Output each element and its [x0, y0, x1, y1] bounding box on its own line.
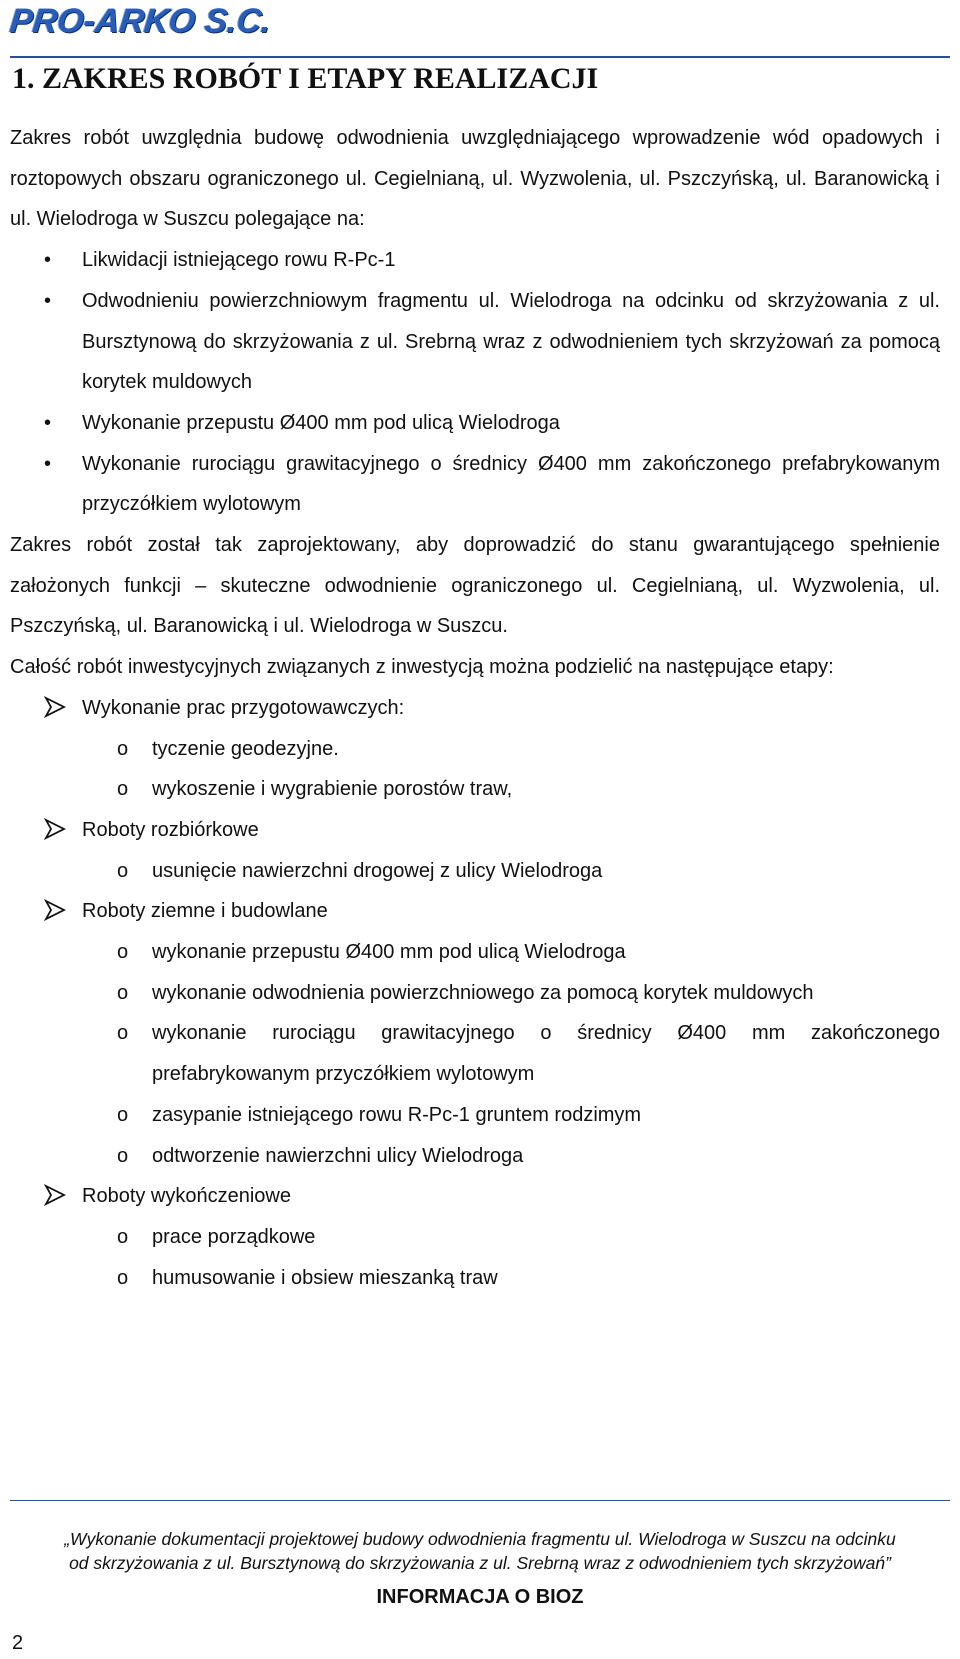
list-item	[10, 240, 940, 281]
list-item-text: Likwidacji istniejącego rowu R-Pc-1	[82, 249, 396, 272]
stage-label: Roboty wykończeniowe	[82, 1185, 291, 1208]
company-logo: PRO-ARKO S.C.	[8, 2, 273, 40]
arrowhead-outline-icon	[44, 696, 66, 718]
circle-bullet-icon: o	[117, 1103, 129, 1126]
sub-item	[10, 973, 940, 1014]
footer-rule	[10, 1500, 950, 1501]
sub-item	[10, 729, 940, 770]
sub-item-text: usunięcie nawierzchni drogowej z ulicy Wielodroga	[152, 859, 603, 882]
sub-item-text: zasypanie istniejącego rowu R-Pc-1 gruntem rodzimym	[152, 1103, 642, 1126]
list-item-text: Wykonanie rurociągu grawitacyjnego o średnicy Ø400 mm zakończonego prefabrykowanym przyczółkiem wylotowym	[82, 452, 940, 516]
stages-intro: Całość robót inwestycyjnych związanych z inwestycją można podzielić na następujące etapy:	[10, 656, 834, 679]
sub-item-text: wykoszenie i wygrabienie porostów traw,	[152, 778, 513, 801]
section-title: 1. ZAKRES ROBÓT I ETAPY REALIZACJI	[12, 62, 599, 95]
sub-item-text: wykonanie odwodnienia powierzchniowego za pomocą korytek muldowych	[152, 981, 814, 1004]
intro-paragraph: Zakres robót uwzględnia budowę odwodnienia uwzględniającego wprowadzenie wód opadowych i roztopowych obszaru ograniczonego ul. Cegielnianą, ul. Wyzwolenia, ul. Pszczyńską, ul. Baranowicką i ul. Wielodroga w Suszcu polegające na:	[10, 127, 940, 231]
stage-sub-list	[10, 851, 940, 892]
stages-list	[10, 688, 940, 1299]
circle-bullet-icon: o	[117, 1022, 129, 1045]
circle-bullet-icon: o	[117, 1144, 129, 1167]
header-rule	[10, 56, 950, 58]
stage-label: Roboty ziemne i budowlane	[82, 900, 328, 923]
sub-item	[10, 1217, 940, 1258]
circle-bullet-icon: o	[117, 1225, 129, 1248]
sub-item	[10, 1095, 940, 1136]
footer-description-line: „Wykonanie dokumentacji projektowej budowy odwodnienia fragmentu ul. Wielodroga w Suszcu na odcinku	[64, 1529, 896, 1549]
document-body	[10, 118, 940, 1298]
stage-sub-list	[10, 729, 940, 810]
sub-item-text: tyczenie geodezyjne.	[152, 737, 339, 760]
sub-item-text: prace porządkowe	[152, 1225, 316, 1248]
circle-bullet-icon: o	[117, 859, 129, 882]
footer-title: INFORMACJA O BIOZ	[376, 1586, 584, 1608]
stage-item	[10, 688, 940, 810]
stage-label: Wykonanie prac przygotowawczych:	[82, 696, 405, 719]
scope-bullet-list	[10, 240, 940, 525]
sub-item-text: humusowanie i obsiew mieszanką traw	[152, 1266, 498, 1289]
stage-sub-list	[10, 1217, 940, 1298]
sub-item	[10, 1013, 940, 1094]
sub-item-text: wykonanie rurociągu grawitacyjnego o średnicy Ø400 mm zakończonego prefabrykowanym przyczółkiem wylotowym	[152, 1022, 940, 1086]
circle-bullet-icon: o	[117, 737, 129, 760]
list-item	[10, 403, 940, 444]
sub-item	[10, 769, 940, 810]
stage-item	[10, 810, 940, 891]
circle-bullet-icon: o	[117, 981, 129, 1004]
arrowhead-outline-icon	[44, 899, 66, 921]
scope-paragraph: Zakres robót został tak zaprojektowany, aby doprowadzić do stanu gwarantującego spełnienie założonych funkcji – skuteczne odwodnienie ograniczonego ul. Cegielnianą, ul. Wyzwolenia, ul. Pszczyńską, ul. Baranowicką i ul. Wielodroga w Suszcu.	[10, 534, 940, 638]
sub-item	[10, 932, 940, 973]
arrowhead-outline-icon	[44, 818, 66, 840]
bullet-icon: •	[44, 411, 52, 434]
circle-bullet-icon: o	[117, 778, 129, 801]
bullet-icon: •	[44, 452, 52, 475]
list-item	[10, 281, 940, 403]
footer-description-line: od skrzyżowania z ul. Bursztynową do skrzyżowania z ul. Srebrną wraz z odwodnieniem tych skrzyżowań”	[69, 1553, 891, 1573]
circle-bullet-icon: o	[117, 941, 129, 964]
bullet-icon: •	[44, 249, 52, 272]
footer-description	[20, 1527, 940, 1575]
sub-item-text: wykonanie przepustu Ø400 mm pod ulicą Wielodroga	[152, 941, 626, 964]
stage-label: Roboty rozbiórkowe	[82, 818, 259, 841]
sub-item	[10, 1258, 940, 1299]
stage-sub-list	[10, 932, 940, 1176]
circle-bullet-icon: o	[117, 1266, 129, 1289]
sub-item-text: odtworzenie nawierzchni ulicy Wielodroga	[152, 1144, 524, 1167]
sub-item	[10, 851, 940, 892]
list-item-text: Odwodnieniu powierzchniowym fragmentu ul. Wielodroga na odcinku od skrzyżowania z ul. Bursztynową do skrzyżowania z ul. Srebrną wraz z odwodnieniem tych skrzyżowań za pomocą korytek muldowych	[82, 289, 940, 394]
list-item-text: Wykonanie przepustu Ø400 mm pod ulicą Wielodroga	[82, 411, 560, 434]
stage-item	[10, 891, 940, 1176]
bullet-icon: •	[44, 289, 52, 312]
list-item	[10, 444, 940, 525]
arrowhead-outline-icon	[44, 1184, 66, 1206]
stage-item	[10, 1176, 940, 1298]
sub-item	[10, 1136, 940, 1177]
page-number: 2	[12, 1632, 24, 1654]
